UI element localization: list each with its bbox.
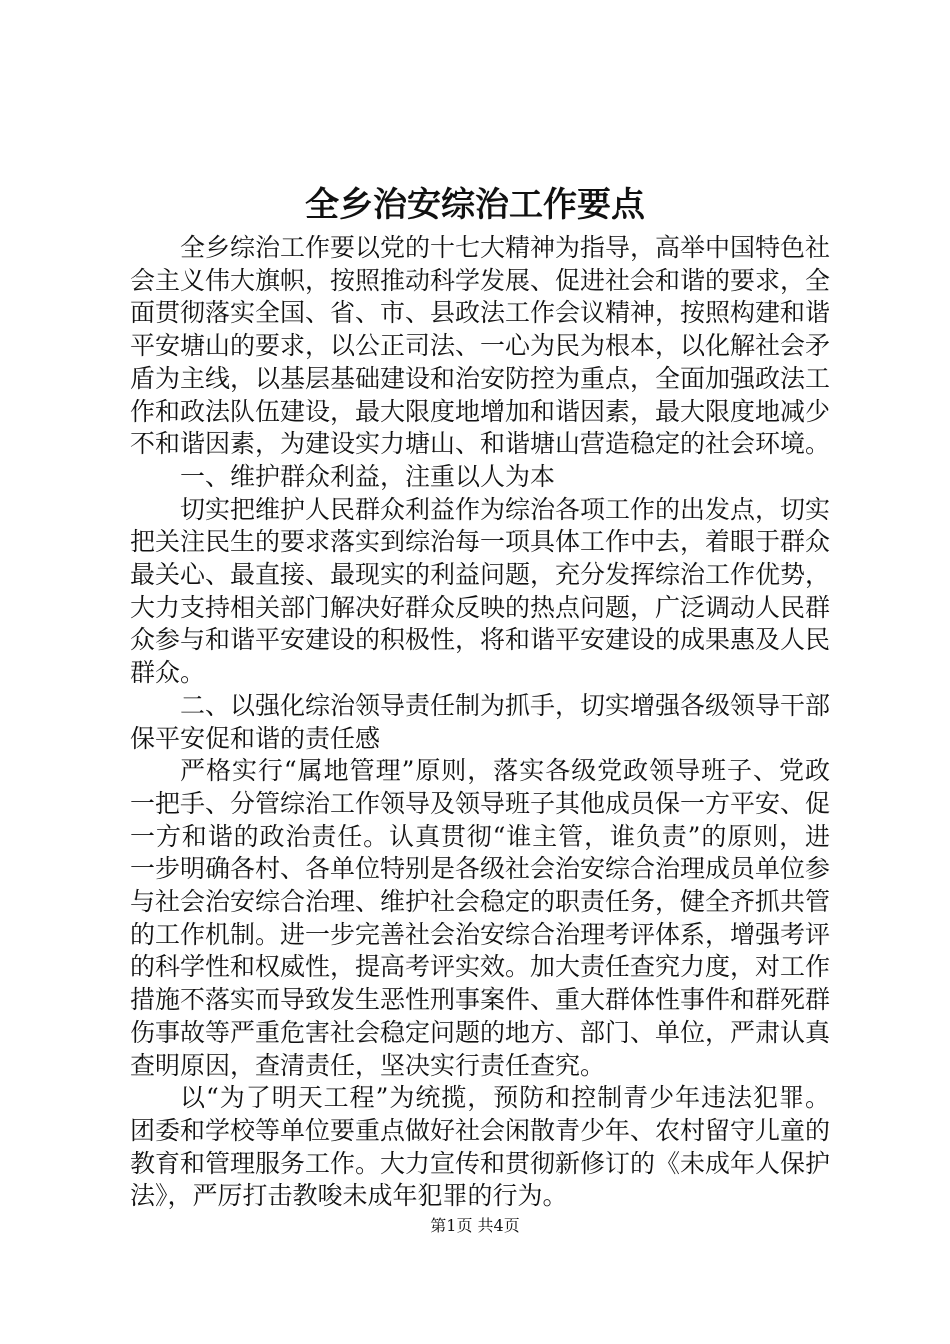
section-2-paragraph-2: 以“为了明天工程”为统揽，预防和控制青少年违法犯罪。团委和学校等单位要重点做好社会闲散青少年、农村留守儿童的教育和管理服务工作。大力宣传和贯彻新修订的《未成年人保护法》，严厉打击教唆未成年犯罪的行为。 <box>130 1083 831 1211</box>
section-1-paragraph: 切实把维护人民群众利益作为综治各项工作的出发点，切实把关注民生的要求落实到综治每一项具体工作中去，着眼于群众最关心、最直接、最现实的利益问题，充分发挥综治工作优势，大力支持相关部门解决好群众反映的热点问题，广泛调动人民群众参与和谐平安建设的积极性，将和谐平安建设的成果惠及人民群众。 <box>130 494 831 688</box>
document-title: 全乡治安综治工作要点 <box>305 185 645 225</box>
intro-paragraph: 全乡综治工作要以党的十七大精神为指导，高举中国特色社会主义伟大旗帜，按照推动科学发展、促进社会和谐的要求，全面贯彻落实全国、省、市、县政法工作会议精神，按照构建和谐平安塘山的要求，以公正司法、一心为民为根本，以化解社会矛盾为主线，以基层基础建设和治安防控为重点，全面加强政法工作和政法队伍建设，最大限度地增加和谐因素，最大限度地减少不和谐因素，为建设实力塘山、和谐塘山营造稳定的社会环境。 <box>130 233 831 459</box>
section-2-paragraph-1: 严格实行“属地管理”原则，落实各级党政领导班子、党政一把手、分管综治工作领导及领导班子其他成员保一方平安、促一方和谐的政治责任。认真贯彻“谁主管，谁负责”的原则，进一步明确各村、各单位特别是各级社会治安综合治理成员单位参与社会治安综合治理、维护社会稳定的职责任务，健全齐抓共管的工作机制。进一步完善社会治安综合治理考评体系，增强考评的科学性和权威性，提高考评实效。加大责任查究力度，对工作措施不落实而导致发生恶性刑事案件、重大群体性事件和群死群伤事故等严重危害社会稳定问题的地方、部门、单位，严肃认真查明原因，查清责任，坚决实行责任查究。 <box>130 756 831 1080</box>
section-heading-1: 一、维护群众利益，注重以人为本 <box>180 461 556 491</box>
page-footer: 第1页 共4页 <box>430 1216 520 1235</box>
section-heading-2: 二、以强化综治领导责任制为抓手，切实增强各级领导干部保平安促和谐的责任感 <box>130 690 831 753</box>
document-body <box>130 232 830 1213</box>
